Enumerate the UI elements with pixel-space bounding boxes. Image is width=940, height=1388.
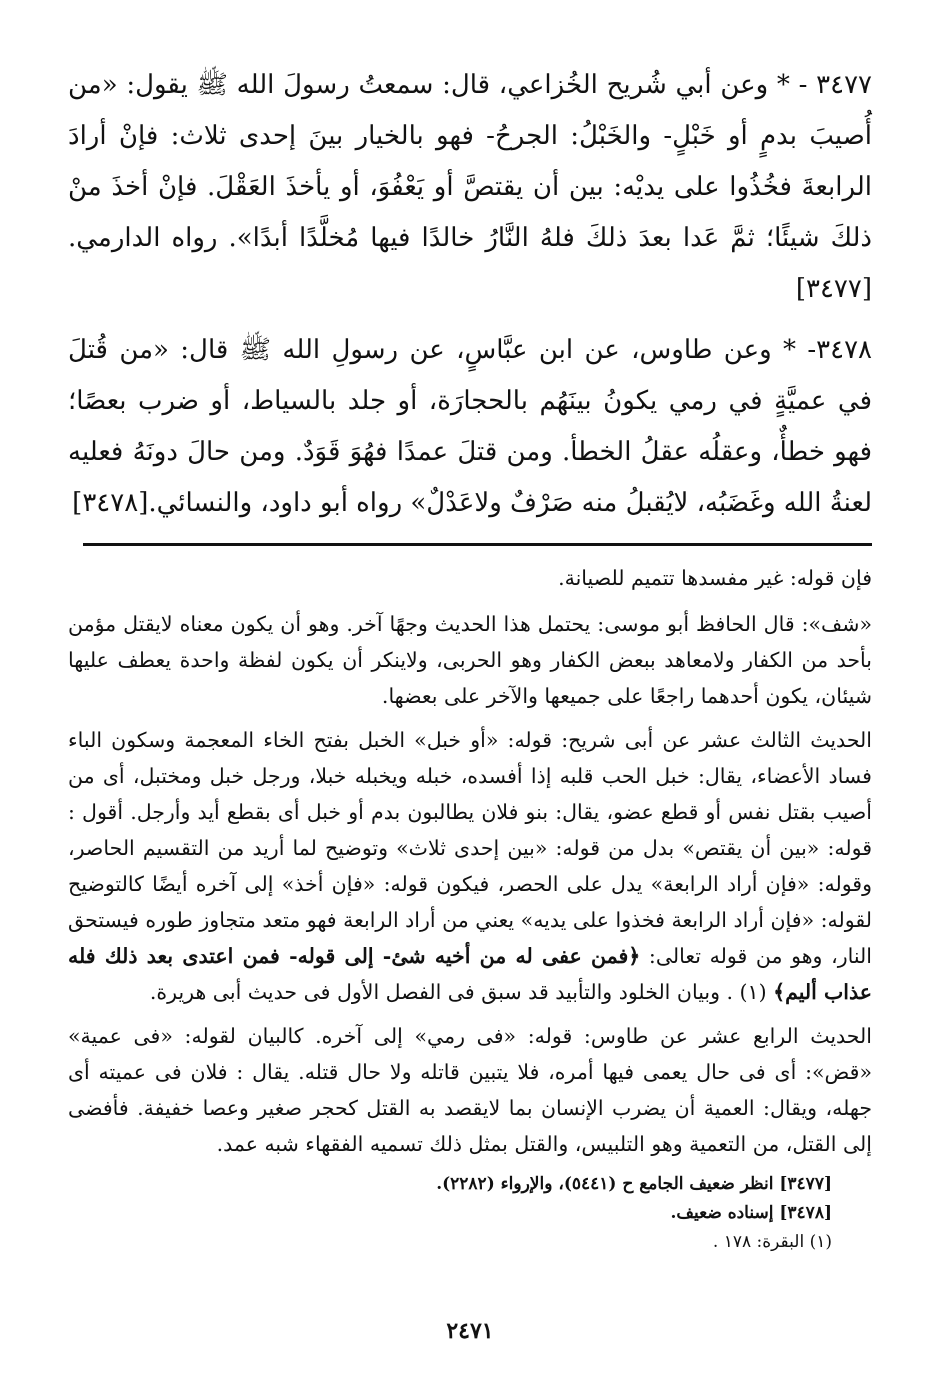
hadith-text-section <box>68 60 872 529</box>
commentary-opening-line: فإن قوله: غير مفسدها تتميم للصيانة. <box>558 566 872 590</box>
footnote-3477: [٣٤٧٧] انظر ضعيف الجامع ح (٥٤٤١)، والإرواء (٢٢٨٢). <box>436 1174 832 1194</box>
page-number: ٢٤٧١ <box>446 1318 494 1344</box>
footnote-1: (١) البقرة: ١٧٨ . <box>712 1232 832 1252</box>
footnotes <box>68 1170 832 1257</box>
commentary-shaf-paragraph: «شف»: قال الحافظ أبو موسى: يحتمل هذا الحديث وجهًا آخر. وهو أن يكون معناه لايقتل مؤمن بأحد من الكفار ولامعاهد ببعض الكفار وهو الحربى، ولاينكر أن يكون لفظة واحدة يعطف عليها شيئان، يكون أحدهما راجعًا على جميعها والآخر على بعضها. <box>68 612 872 708</box>
page-body <box>68 60 872 1257</box>
commentary-section <box>68 560 872 1162</box>
hadith-3477-paragraph: ٣٤٧٧ - * وعن أبي شُريح الخُزاعي، قال: سمعتُ رسولَ الله ﷺ يقول: «من أُصيبَ بدمٍ أو خَبْلٍ- والخَبْلُ: الجرحُ- فهو بالخيار بينَ إحدى ثلاث: فإنْ أرادَ الرابعةَ فخُذُوا على يديْه: بين أن يقتصَّ أو يَعْفُوَ، أو يأخذَ العَقْلَ. فإنْ أخذَ منْ ذلكَ شيئًا؛ ثمَّ عَدا بعدَ ذلكَ فلهُ النَّارُ خالدًا فيها مُخلَّدًا أبدًا». رواه الدارمي.[٣٤٧٧] <box>68 70 872 304</box>
commentary-hadith-13-text: الحديث الثالث عشر عن أبى شريح: قوله: «أو خبل» الخبل بفتح الخاء المعجمة وسكون الباء فساد الأعضاء، يقال: خبل الحب قلبه إذا أفسده، خبله ويخبله خبلا، ورجل خبل ومختبل، أى من أصيب بقتل نفس أو قطع عضو، يقال: بنو فلان يطالبون بدم أو خبل أى بقطع أيد وأرجل. أقول : قوله: «بين أن يقتص» بدل من قوله: «بين إحدى ثلاث» وتوضيح لما أريد من التقسيم الحاصر، وقوله: «فإن أراد الرابعة» يدل على الحصر، فيكون قوله: «فإن أخذ» إلى آخره أيضًا كالتوضيح لقوله: «فإن أراد الرابعة فخذوا على يديه» يعني من أراد الرابعة فهو متعد متجاوز طوره فيستحق النار، وهو من قوله تعالى: <box>68 728 872 968</box>
commentary-hadith-13-paragraph <box>68 722 872 1010</box>
section-divider <box>83 543 872 546</box>
quran-verse: ﴿فمن عفى له من أخيه شئ- إلى قوله- فمن اعتدى بعد ذلك فله عذاب أليم﴾ <box>68 944 872 1004</box>
commentary-hadith-13-ending: (١) . وبيان الخلود والتأبيد قد سبق فى الفصل الأول فى حديث أبى هريرة. <box>149 980 774 1004</box>
hadith-3478-paragraph: ٣٤٧٨- * وعن طاوس، عن ابن عبَّاسٍ، عن رسولِ الله ﷺ قال: «من قُتلَ في عميَّةٍ في رمي يكونُ بينَهُم بالحجارَة، أو جلد بالسياط، أو ضرب بعصًا؛ فهو خطأٌ، وعقلُه عقلُ الخطأ. ومن قتلَ عمدًا فهُوَ قَوَدٌ. ومن حالَ دونَهُ فعليه لعنةُ الله وغَضَبُه، لايُقبلُ منه صَرْفٌ ولاعَدْلٌ» رواه أبو داود، والنسائي.[٣٤٧٨] <box>68 335 872 518</box>
commentary-hadith-14-paragraph: الحديث الرابع عشر عن طاوس: قوله: «فى رمي» إلى آخره. كالبيان لقوله: «فى عمية» «قض»: أى فى حال يعمى فيها أمره، فلا يتبين قاتله ولا حال قتله. يقال : فلان فى عميته أى جهله، ويقال: العمية أن يضرب الإنسان بما لايقصد به القتل كحجر صغير وعصا خفيفة. فأفضى إلى القتل، من التعمية وهو التلبيس، والقتل بمثل ذلك تسميه الفقهاء شبه عمد. <box>68 1024 872 1156</box>
footnote-3478: [٣٤٧٨] إسناده ضعيف. <box>670 1203 832 1223</box>
